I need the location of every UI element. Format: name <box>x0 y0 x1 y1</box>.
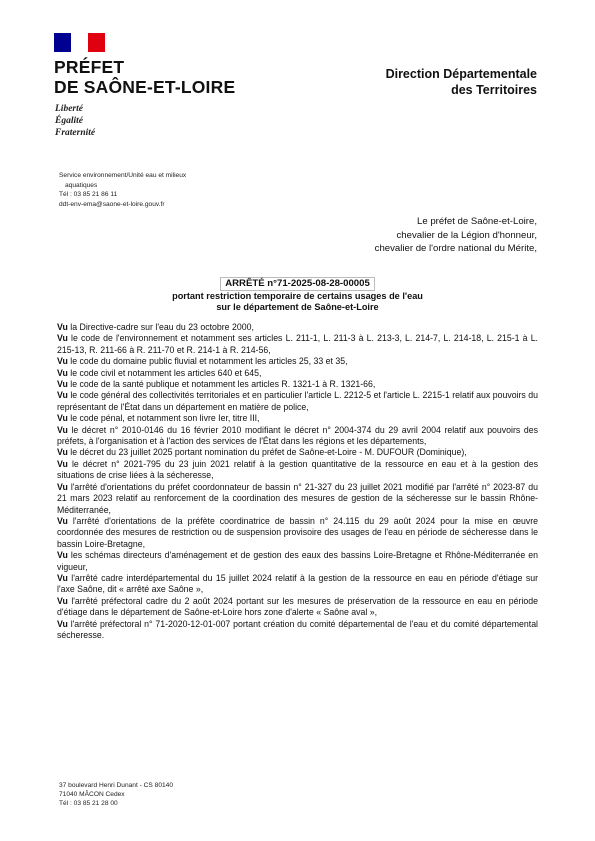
motto-fraternite: Fraternité <box>55 128 96 138</box>
visa-item <box>57 516 538 550</box>
vu-label: Vu <box>57 413 68 424</box>
footer-address <box>59 781 173 809</box>
visas-list <box>57 322 538 641</box>
vu-label: Vu <box>57 515 68 526</box>
vu-label: Vu <box>57 379 68 390</box>
visa-item <box>57 425 538 448</box>
arrete-subtitle-line-2: sur le département de Saône-et-Loire <box>216 302 379 312</box>
prefet-line: chevalier de la Légion d'honneur, <box>396 229 537 241</box>
footer-line: 37 boulevard Henri Dunant - CS 80140 <box>59 782 173 789</box>
flag-white <box>71 33 88 52</box>
arrete-subtitle-line-1: portant restriction temporaire de certains usages de l'eau <box>172 290 423 301</box>
prefet-line: Le préfet de Saône-et-Loire, <box>416 216 537 227</box>
prefet-titles <box>375 215 537 256</box>
visa-text: les schémas directeurs d'aménagement et de gestion des eaux des bassins Loire-Bretagne et Rhône-Méditerranée en vigueur, <box>57 550 538 572</box>
visa-text: le code pénal, et notamment son livre Ier, titre III, <box>67 413 260 424</box>
motto-liberte: Liberté <box>55 104 83 114</box>
visa-text: l'arrêté préfectoral n° 71-2020-12-01-007 portant création du comité départemental de l'eau et du comité départemental sécheresse. <box>57 618 538 640</box>
flag-red <box>88 33 105 52</box>
visa-item <box>57 356 538 367</box>
visa-text: le code de la santé publique et notamment les articles R. 1321-1 à R. 1321-66, <box>67 379 376 390</box>
visa-item <box>57 596 538 619</box>
footer-line: Tél : 03 85 21 28 00 <box>59 800 118 808</box>
prefecture-line-1: PRÉFET <box>54 57 125 77</box>
direction-line-1: Direction Départementale <box>385 67 537 81</box>
service-line: Service environnement/Unité eau et milieux <box>59 172 187 179</box>
prefecture-name <box>54 57 235 97</box>
service-line: aquatiques <box>65 181 98 189</box>
prefecture-line-2: DE SAÔNE-ET-LOIRE <box>54 77 236 97</box>
footer-line: 71040 MÂCON Cedex <box>59 791 125 799</box>
visa-item <box>57 322 538 333</box>
vu-label: Vu <box>57 447 68 458</box>
visa-text: l'arrêté d'orientations du préfet coordonnateur de bassin n° 21-327 du 23 juillet 2021 modifié par l'arrêté n° 2023-87 du 21 mars 2023 relatif au renforcement de la coordination des mesures de gestion de la sécheresse sur le bassin Rhône-Méditerranée, <box>57 481 538 515</box>
visa-item <box>57 447 538 458</box>
visa-text: le code du domaine public fluvial et notamment les articles 25, 33 et 35, <box>67 356 348 367</box>
vu-label: Vu <box>57 458 68 469</box>
visa-item <box>57 459 538 482</box>
flag-blue <box>54 33 71 52</box>
arrete-heading <box>0 277 595 314</box>
visa-text: le décret n° 2021-795 du 23 juin 2021 relatif à la gestion quantitative de la ressource en eau et à la gestion des situations de crise liées à la sécheresse, <box>57 458 538 481</box>
vu-label: Vu <box>57 424 68 435</box>
service-phone: Tél : 03 85 21 86 11 <box>59 191 118 198</box>
marianne-flag-logo <box>54 33 105 52</box>
visa-item <box>57 333 538 356</box>
vu-label: Vu <box>57 356 68 367</box>
republic-motto <box>55 103 95 139</box>
visa-item <box>57 619 538 642</box>
vu-label: Vu <box>57 333 68 344</box>
motto-egalite: Égalité <box>55 116 83 126</box>
visa-text: le code civil et notamment les articles 640 et 645, <box>67 367 262 378</box>
vu-label: Vu <box>57 367 68 378</box>
visa-item <box>57 413 538 424</box>
visa-text: le décret n° 2010-0146 du 16 février 2010 modifiant le décret n° 2004-374 du 29 avril 2004 relatif aux pouvoirs des préfets, à l'organisation et à l'action des services de l'État dans les régions et les départements, <box>57 424 538 447</box>
visa-item <box>57 573 538 596</box>
vu-label: Vu <box>57 550 68 561</box>
prefet-line: chevalier de l'ordre national du Mérite, <box>374 243 537 255</box>
visa-text: la Directive-cadre sur l'eau du 23 octobre 2000, <box>67 322 254 332</box>
service-email: ddt-env-ema@saone-et-loire.gouv.fr <box>59 200 165 208</box>
visa-item <box>57 379 538 390</box>
visa-text: le décret du 23 juillet 2025 portant nomination du préfet de Saône-et-Loire - M. DUFOUR (Dominique), <box>67 447 467 458</box>
vu-label: Vu <box>57 618 68 629</box>
visa-item <box>57 482 538 516</box>
vu-label: Vu <box>57 572 68 583</box>
direction-name <box>386 66 537 98</box>
visa-item <box>57 368 538 379</box>
visa-text: le code général des collectivités territoriales et en particulier l'article L. 2212-5 et l'article L. 2215-1 relatif aux pouvoirs du représentant de l'État dans un département en matière de police, <box>57 390 538 412</box>
vu-label: Vu <box>57 481 68 492</box>
visa-text: le code de l'environnement et notamment ses articles L. 211-1, L. 211-3 à L. 213-3, L. 214-7, L. 214-18, L. 215-1 à L. 215-13, R. 211-66 à R. 211-70 et R. 214-1 à R. 214-56, <box>57 333 538 355</box>
vu-label: Vu <box>57 322 68 332</box>
visa-item <box>57 390 538 413</box>
arrete-number: ARRÊTÉ n°71-2025-08-28-00005 <box>220 277 375 291</box>
service-contact-block <box>59 171 209 209</box>
visa-item <box>57 550 538 573</box>
direction-line-2: des Territoires <box>451 83 537 97</box>
vu-label: Vu <box>57 595 68 606</box>
visa-text: l'arrêté préfectoral cadre du 2 août 2024 portant sur les mesures de préservation de la ressource en eau en période d'étiage dans le département de Saône-et-Loire hors zone d'alerte « Saône aval », <box>57 595 538 618</box>
visa-text: l'arrêté d'orientations de la préfète coordinatrice de bassin n° 24.115 du 29 août 2024 pour la mise en œuvre coordonnée des mesures de restriction ou de suspension provisoire des usages de l'eau en période de sécheresse dans le bassin Loire-Bretagne, <box>57 515 538 549</box>
visa-text: l'arrêté cadre interdépartemental du 15 juillet 2024 relatif à la gestion de la ressource en eau en période d'étiage sur l'axe Saône, dit « arrêté axe Saône », <box>57 572 538 595</box>
vu-label: Vu <box>57 390 68 401</box>
